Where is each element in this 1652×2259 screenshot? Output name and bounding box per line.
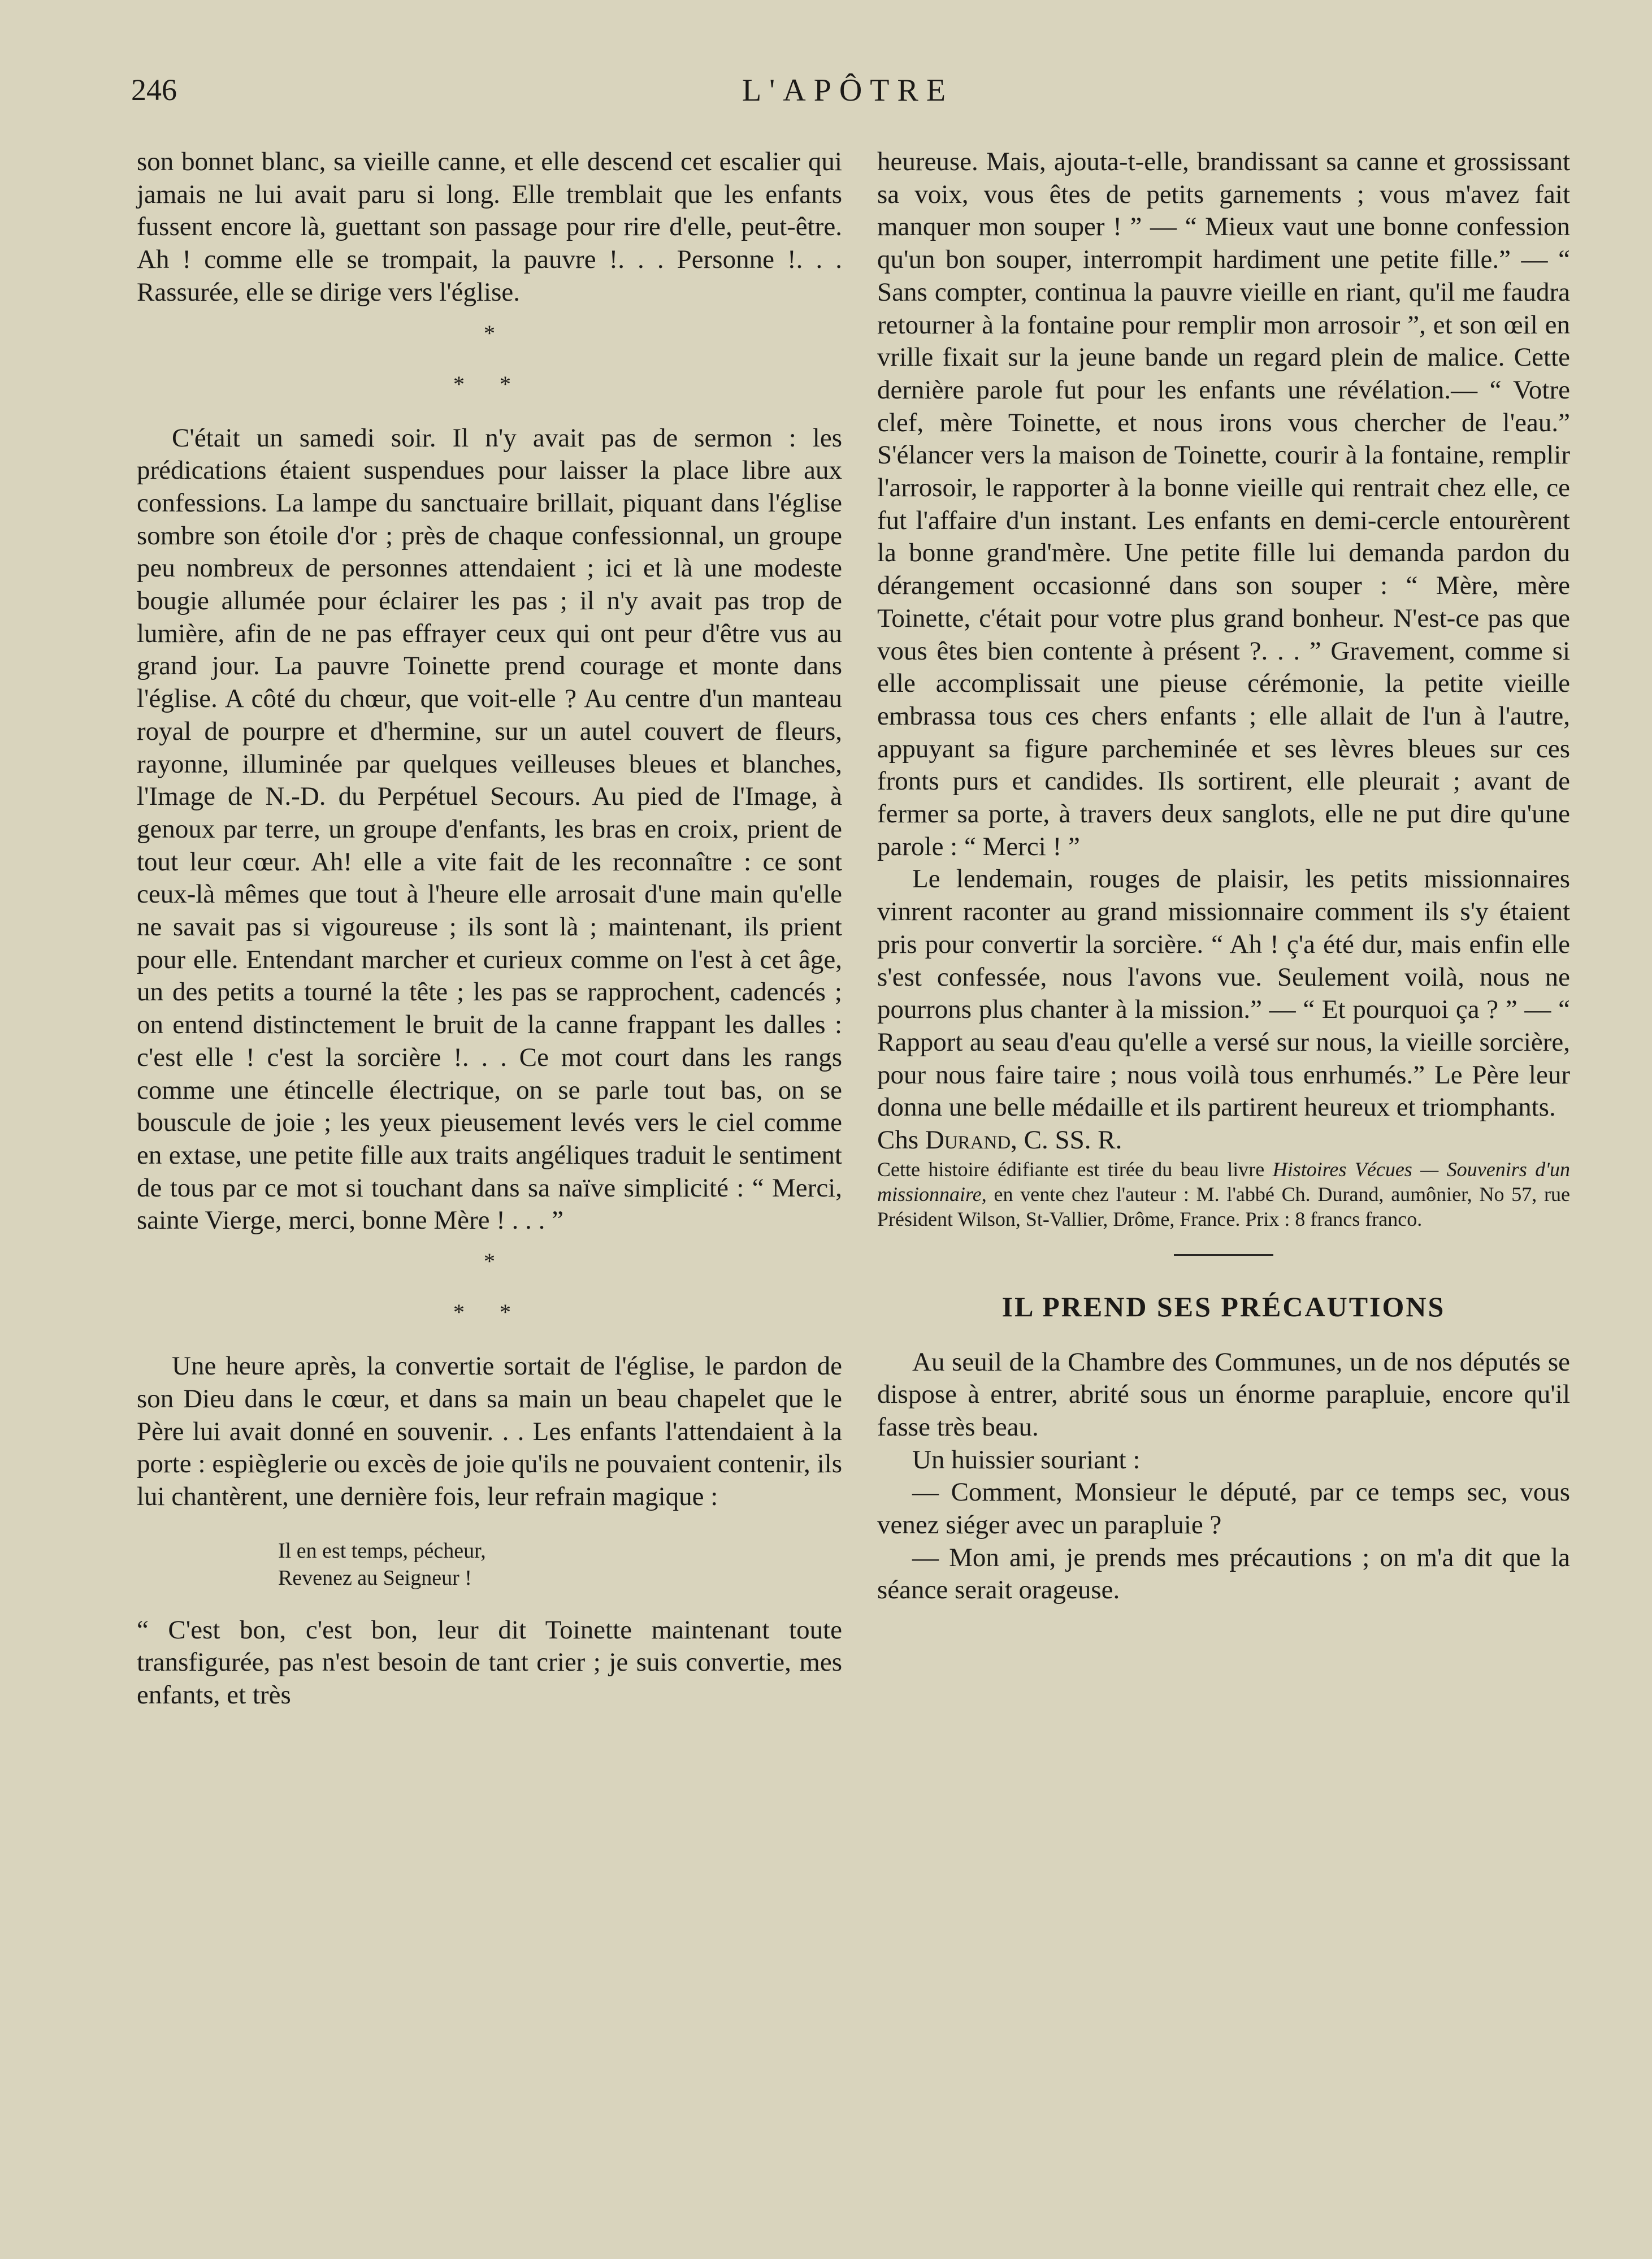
paragraph: — Comment, Monsieur le député, par ce temps sec, vous venez siéger avec un parapluie ? <box>877 1477 1570 1540</box>
left-column <box>137 146 842 1712</box>
section-divider <box>137 319 842 398</box>
divider-star: * <box>484 320 495 346</box>
right-column <box>877 146 1570 1607</box>
note-text: , en vente chez l'auteur : M. l'abbé Ch. Durand, aumônier, No 57, rue Président Wilson, St-Vallier, Drôme, France. Prix : 8 francs franco. <box>877 1182 1570 1230</box>
article-title: IL PREND SES PRÉCAUTIONS <box>1001 1290 1446 1323</box>
paragraph: heureuse. Mais, ajouta-t-elle, brandissant sa canne et grossissant sa voix, vous êtes de petits garnements ; vous m'avez fait manquer mon souper ! ” — “ Mieux vaut une bonne confession qu'un bon souper, interrompit hardiment une petite fille.” — “ Sans compter, continua la pauvre vieille en riant, qu'il me faudra retourner à la fontaine pour remplir mon arrosoir ”, et son œil en vrille fixait sur la jeune bande un regard plein de malice. Cette dernière parole fut pour les enfants une révélation.— “ Votre clef, mère Toinette, et nous irons vous chercher de l'eau.” S'élancer vers la maison de Toinette, courir à la fontaine, remplir l'arrosoir, le rapporter à la bonne vieille qui rentrait chez elle, ce fut l'affaire d'un instant. Les enfants en demi-cercle entourèrent la bonne grand'mère. Une petite fille lui demanda pardon du dérangement occasionné dans son souper : “ Mère, mère Toinette, c'était pour votre plus grand bonheur. N'est-ce pas que vous êtes bien contente à présent ?. . . ” Gravement, comme si elle accomplissait une pieuse cérémonie, la petite vieille embrassa tous ces chers enfants ; elle allait de l'un à l'autre, appuyant sa figure parcheminée et ses lèvres bleues sur ces fronts purs et candides. Ils sortirent, elle pleurait ; avant de fermer sa porte, à travers deux sanglots, elle ne put dire qu'une parole : “ Merci ! ” <box>877 147 1570 861</box>
divider-stars: * * <box>453 371 526 397</box>
note-text: Cette histoire édifiante est tirée du beau livre <box>877 1157 1273 1181</box>
signature-suffix: , C. SS. R. <box>1011 1125 1122 1155</box>
divider-stars: * * <box>453 1299 526 1325</box>
page-number: 246 <box>131 73 177 107</box>
paragraph: — Mon ami, je prends mes précautions ; on m'a dit que la séance serait orageuse. <box>877 1542 1570 1605</box>
paragraph: C'était un samedi soir. Il n'y avait pas de sermon : les prédications étaient suspendues pour laisser la place libre aux confessions. La lampe du sanctuaire brillait, piquant dans l'église sombre son étoile d'or ; près de chaque confessionnal, un groupe peu nombreux de personnes attendaient ; ici et là une modeste bougie allumée pour éclairer les pas ; il n'y avait pas trop de lumière, afin de ne pas effrayer ceux qui ont peur d'être vus au grand jour. La pauvre Toinette prend courage et monte dans l'église. A côté du chœur, que voit-elle ? Au centre d'un manteau royal de pourpre et d'hermine, sur un autel couvert de fleurs, rayonne, illuminée par quelques veilleuses bleues et blanches, l'Image de N.-D. du Perpétuel Secours. Au pied de l'Image, à genoux par terre, un groupe d'enfants, les bras en croix, prient de tout leur cœur. Ah! elle a vite fait de les reconnaître : ce sont ceux-là mêmes que tout à l'heure elle arrosait d'une main qu'elle ne savait pas si vigoureuse ; ils sont là ; maintenant, ils prient pour elle. Entendant marcher et curieux comme on l'est à cet âge, un des petits a tourné la tête ; les pas se rapprochent, cadencés ; on entend distinctement le bruit de la canne frappant les dalles : c'est elle ! c'est la sorcière !. . . Ce mot court dans les rangs comme une étincelle électrique, on se parle tout bas, on se bouscule de joie ; les yeux pieusement levés vers le ciel comme en extase, une petite fille aux traits angéliques traduit le sentiment de tous par ce mot si touchant dans sa naïve simplicité : “ Merci, sainte Vierge, merci, bonne Mère ! . . . ” <box>137 423 842 1235</box>
paragraph: son bonnet blanc, sa vieille canne, et elle descend cet escalier qui jamais ne lui avait paru si long. Elle tremblait que les enfants fussent encore là, guettant son passage pour rire d'elle, peut-être. Ah ! comme elle se trompait, la pauvre !. . . Personne !. . . Rassurée, elle se dirige vers l'église. <box>137 147 842 307</box>
song-verse <box>278 1537 842 1592</box>
author-signature <box>877 1124 1570 1157</box>
signature-name: Durand <box>925 1125 1011 1155</box>
paragraph: Le lendemain, rouges de plaisir, les petits missionnaires vinrent raconter au grand missionnaire comment ils s'y étaient pris pour convertir la sorcière. “ Ah ! ç'a été dur, mais enfin elle s'est confessée, nous l'avons vue. Seulement voilà, nous ne pourrons plus chanter à la mission.” — “ Et pourquoi ça ? ” — “ Rapport au seau d'eau qu'elle a versé sur nous, la vieille sorcière, pour nous faire taire ; nous voilà tous enrhumés.” Le Père leur donna une belle médaille et ils partirent heureux et triomphants. <box>877 864 1570 1122</box>
section-divider <box>137 1247 842 1326</box>
verse-line: Il en est temps, pécheur, <box>278 1538 486 1563</box>
source-note <box>877 1157 1570 1232</box>
divider-star: * <box>484 1248 495 1274</box>
paragraph: Au seuil de la Chambre des Communes, un de nos députés se dispose à entrer, abrité sous un énorme parapluie, encore qu'il fasse très beau. <box>877 1347 1570 1442</box>
book-title: Histoires Vécues — Souvenirs d'un missionnaire <box>877 1157 1570 1206</box>
horizontal-rule <box>1174 1254 1273 1256</box>
paragraph: Une heure après, la convertie sortait de l'église, le pardon de son Dieu dans le cœur, et dans sa main un beau chapelet que le Père lui avait donné en souvenir. . . Les enfants l'attendaient à la porte : espièglerie ou excès de joie qu'ils ne pouvaient contenir, ils lui chantèrent, une dernière fois, leur refrain magique : <box>137 1351 842 1511</box>
running-title: L'APÔTRE <box>742 73 954 108</box>
paragraph: “ C'est bon, c'est bon, leur dit Toinette maintenant toute transfigurée, pas n'est besoin de tant crier ; je suis convertie, mes enfants, et très <box>137 1615 842 1710</box>
paragraph: Un huissier souriant : <box>912 1445 1141 1475</box>
signature-prefix: Chs <box>877 1125 919 1155</box>
verse-line: Revenez au Seigneur ! <box>278 1566 472 1590</box>
page-header <box>0 72 1652 118</box>
